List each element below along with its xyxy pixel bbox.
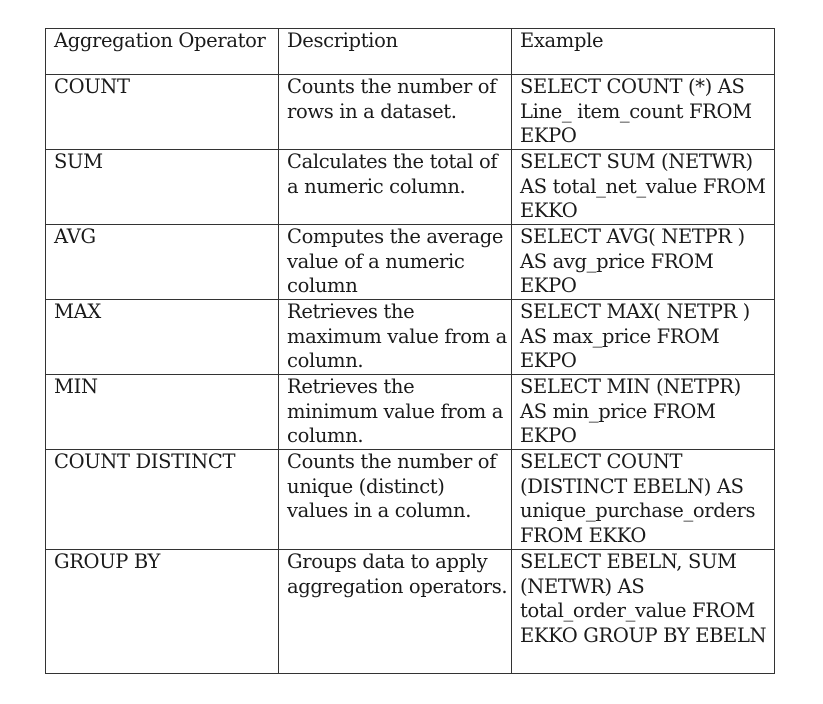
table-body: [46, 75, 775, 674]
table-row: [46, 375, 775, 450]
example-cell: SELECT COUNT (DISTINCT EBELN) AS unique_purchase_orders FROM EKKO: [512, 450, 775, 550]
table-row: [46, 150, 775, 225]
header-row: [46, 29, 775, 75]
operator-cell: GROUP BY: [46, 550, 279, 674]
aggregation-operators-table: [45, 28, 775, 674]
operator-cell: COUNT DISTINCT: [46, 450, 279, 550]
header-aggregation-operator: Aggregation Operator: [46, 29, 279, 75]
example-cell: SELECT COUNT (*) AS Line_ item_count FROM EKPO: [512, 75, 775, 150]
description-cell: Retrieves the maximum value from a column.: [279, 300, 512, 375]
header-example: Example: [512, 29, 775, 75]
description-cell: Counts the number of rows in a dataset.: [279, 75, 512, 150]
table-row: [46, 225, 775, 300]
example-cell: SELECT EBELN, SUM (NETWR) AS total_order_value FROM EKKO GROUP BY EBELN: [512, 550, 775, 674]
description-cell: Retrieves the minimum value from a column.: [279, 375, 512, 450]
description-cell: Calculates the total of a numeric column.: [279, 150, 512, 225]
description-cell: Counts the number of unique (distinct) values in a column.: [279, 450, 512, 550]
example-cell: SELECT AVG( NETPR ) AS avg_price FROM EKPO: [512, 225, 775, 300]
operator-cell: MAX: [46, 300, 279, 375]
example-cell: SELECT MIN (NETPR) AS min_price FROM EKPO: [512, 375, 775, 450]
table-row: [46, 550, 775, 674]
table-row: [46, 450, 775, 550]
table-header: [46, 29, 775, 75]
operator-cell: SUM: [46, 150, 279, 225]
example-cell: SELECT SUM (NETWR) AS total_net_value FROM EKKO: [512, 150, 775, 225]
table-row: [46, 75, 775, 150]
operator-cell: AVG: [46, 225, 279, 300]
operator-cell: COUNT: [46, 75, 279, 150]
example-cell: SELECT MAX( NETPR ) AS max_price FROM EKPO: [512, 300, 775, 375]
description-cell: Groups data to apply aggregation operators.: [279, 550, 512, 674]
header-description: Description: [279, 29, 512, 75]
operator-cell: MIN: [46, 375, 279, 450]
table-row: [46, 300, 775, 375]
description-cell: Computes the average value of a numeric column: [279, 225, 512, 300]
